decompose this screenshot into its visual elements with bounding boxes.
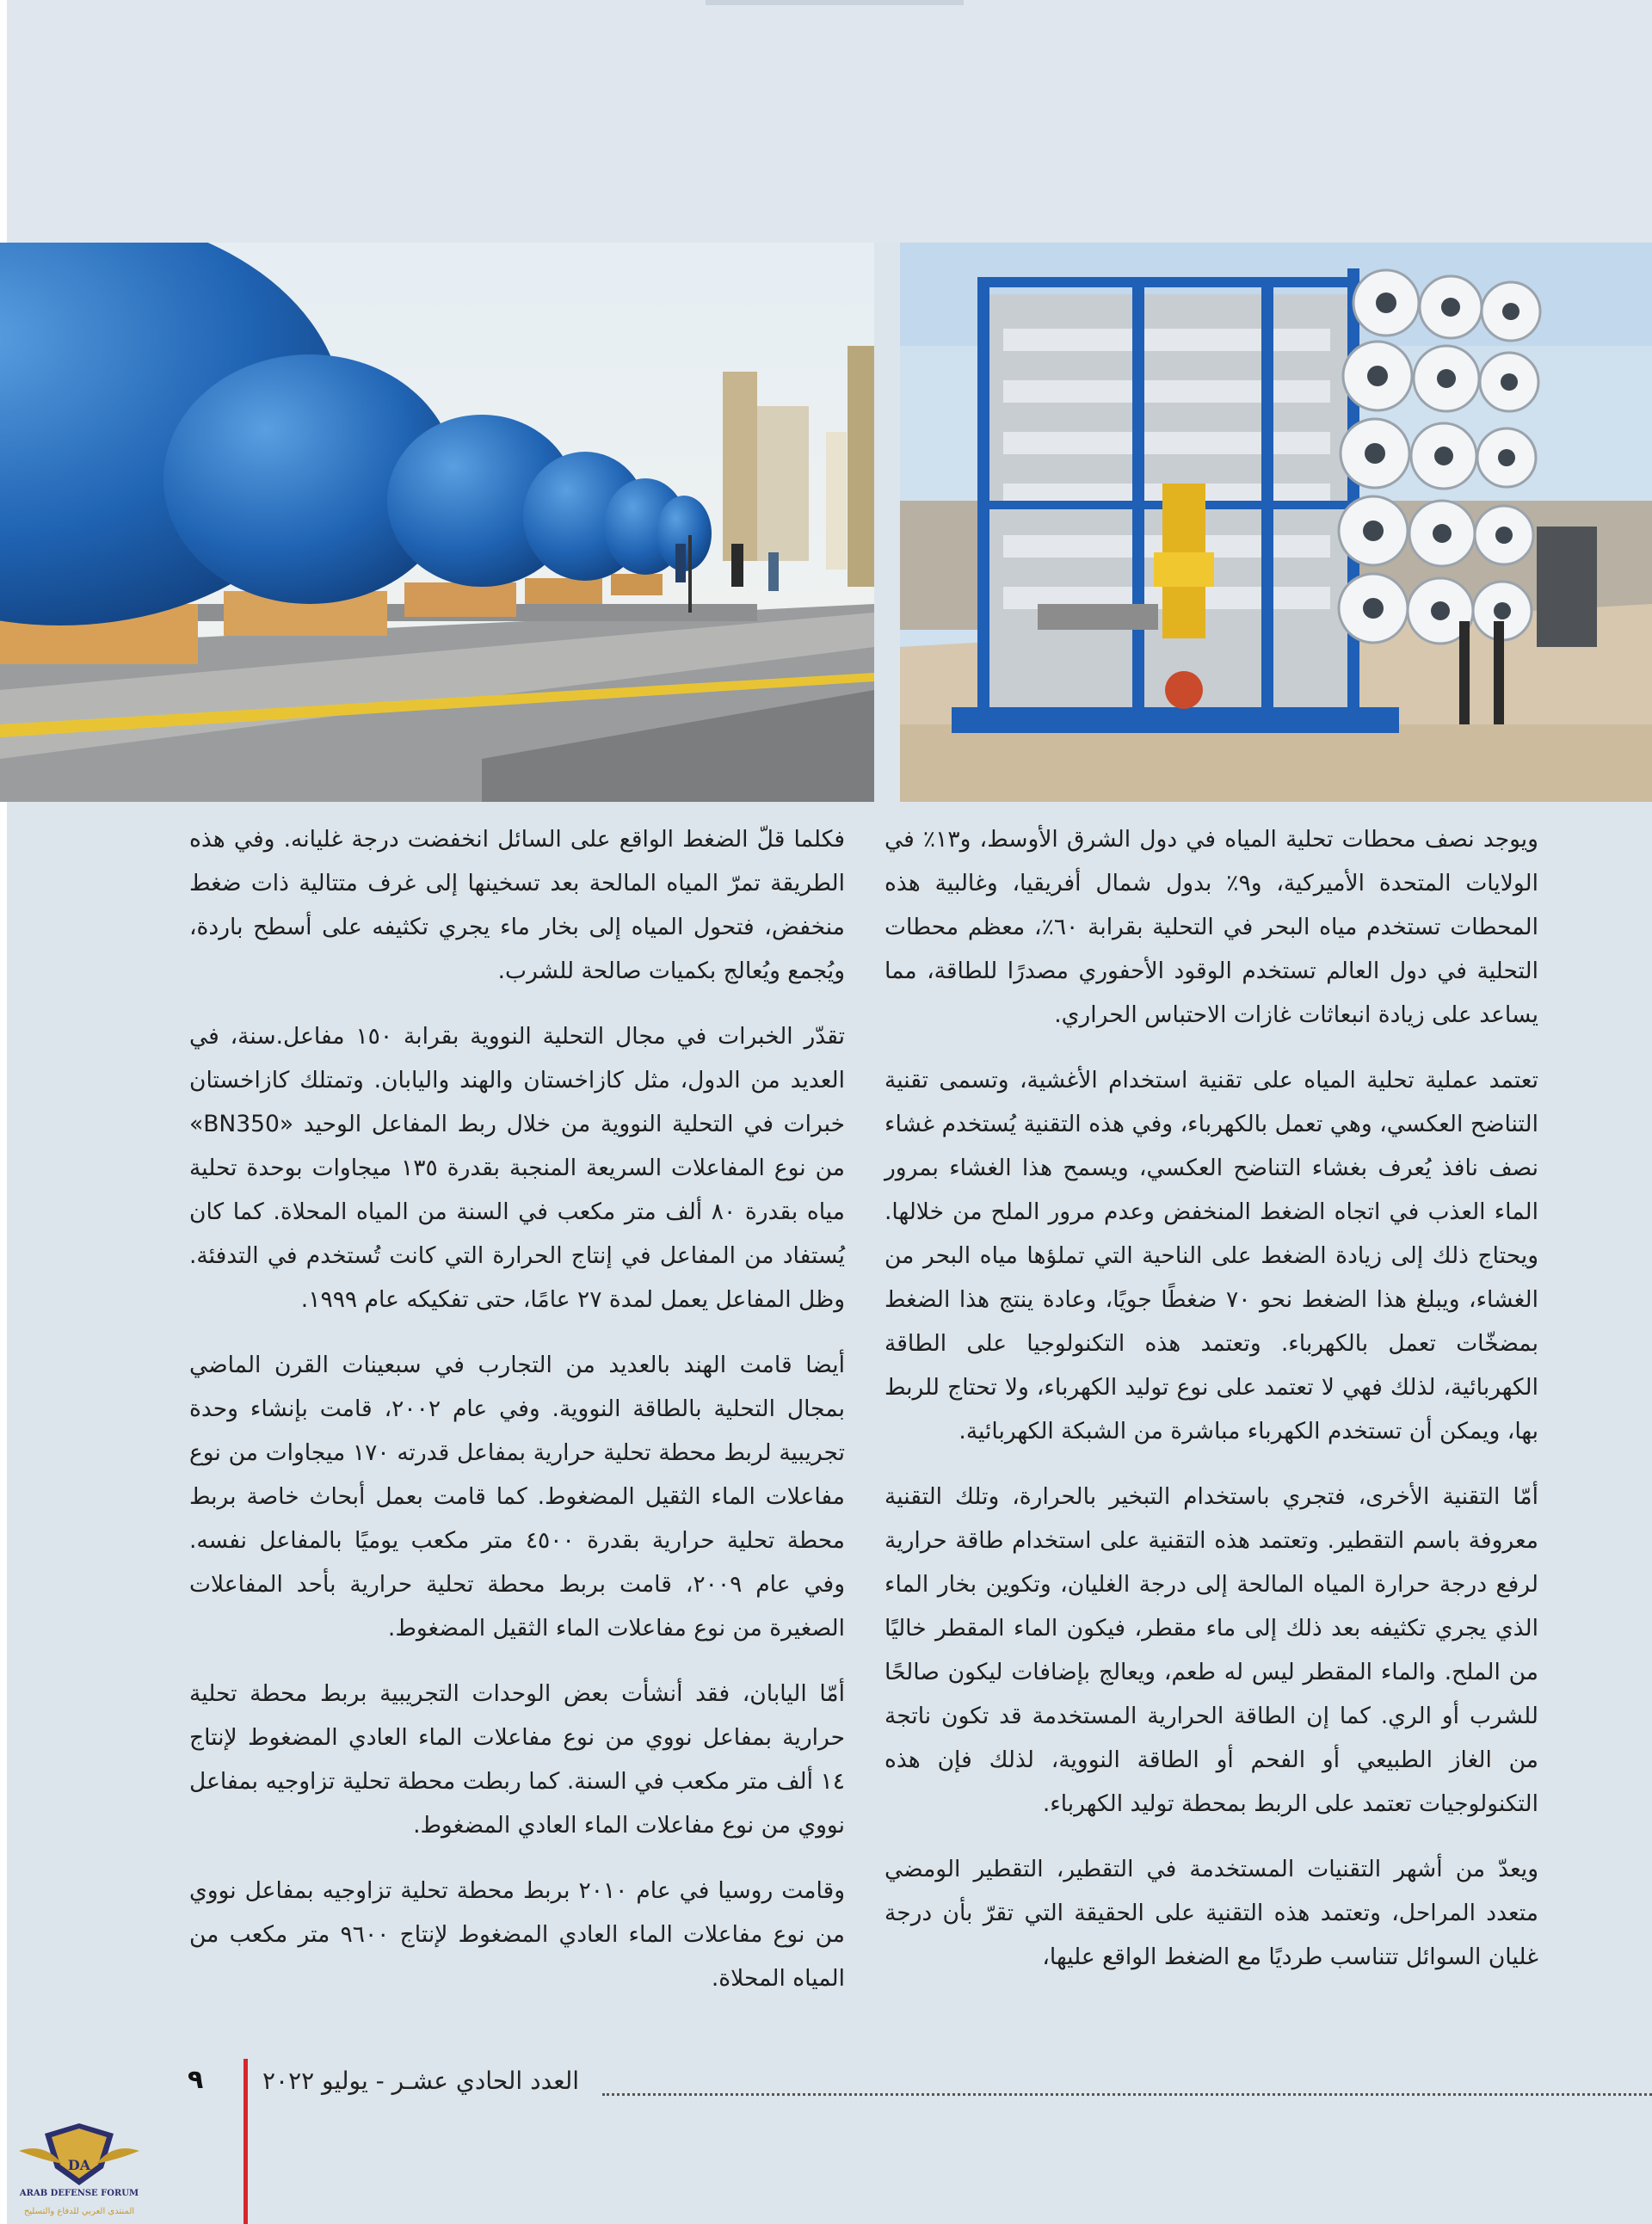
article-column-left: [189, 817, 845, 2022]
footer-issue-label: العدد الحادي عشـر - يوليو ٢٠٢٢: [262, 2067, 580, 2095]
page-number: ٩: [188, 2065, 204, 2095]
paragraph: ويوجد نصف محطات تحلية المياه في دول الشرق الأوسط، و١٣٪ في الولايات المتحدة الأميركية، و٩٪ بدول شمال أفريقيا، وغالبية هذه المحطات تستخدم مياه البحر في التحلية بقرابة ٦٠٪، معظم محطات التحلية في دول العالم تستخدم الوقود الأحفوري مصدرًا للطاقة، مما يساعد على زيادة انبعاثات غازات الاحتباس الحراري.: [885, 826, 1538, 1028]
paragraph: أمّا التقنية الأخرى، فتجري باستخدام التبخير بالحرارة، وتلك التقنية معروفة باسم التقطير. وتعتمد هذه التقنية على استخدام طاقة حرارية لرفع درجة حرارة المياه المالحة إلى درجة الغليان، وتكوين بخار الماء الذي يجري تكثيفه بعد ذلك إلى ماء مقطر، فيكون الماء المقطر خاليًا من الملح. والماء المقطر ليس له طعم، ويعالج بإضافات ليكون صالحًا للشرب أو الري. كما إن الطاقة الحرارية المستخدمة قد تكون ناتجة من الغاز الطبيعي أو الفحم أو الطاقة النووية، لذلك فإن هذه التكنولوجيات تعتمد على الربط بمحطة توليد الكهرباء.: [885, 1483, 1538, 1817]
photo-reverse-osmosis-unit: [900, 243, 1652, 802]
logo-mark: DA: [67, 2157, 91, 2173]
article-column-right: [885, 817, 1538, 2000]
logo-subtitle: المنتدى العربي للدفاع والتسليح: [23, 2207, 135, 2216]
paragraph: تعتمد عملية تحلية المياه على تقنية استخدام الأغشية، وتسمى تقنية التناضح العكسي، وهي تعمل بالكهرباء، وفي هذه التقنية يُستخدم غشاء نصف نافذ يُعرف بغشاء التناضح العكسي، ويسمح هذا الغشاء بمرور الماء العذب في اتجاه الضغط المنخفض وعدم مرور الملح من خلالها. ويحتاج ذلك إلى زيادة الضغط على الناحية التي تملؤها مياه البحر من الغشاء، ويبلغ هذا الضغط نحو ٧٠ ضغطًا جويًا، وعادة ينتج هذا الضغط بمضخّات تعمل بالكهرباء. وتعتمد هذه التكنولوجيا على الطاقة الكهربائية، لذلك فهي لا تعتمد على نوع توليد الكهرباء، ولا تحتاج للربط بها، ويمكن أن تستخدم الكهرباء مباشرة من الشبكة الكهربائية.: [885, 1067, 1538, 1445]
footer-dotted-rule: [602, 2093, 1652, 2096]
paragraph: ويعدّ من أشهر التقنيات المستخدمة في التقطير، التقطير الومضي متعدد المراحل، وتعتمد هذه التقنية على الحقيقة التي تقرّ بأن درجة غليان السوائل تتناسب طرديًا مع الضغط الواقع عليها،: [885, 1856, 1538, 1970]
paragraph: فكلما قلّ الضغط الواقع على السائل انخفضت درجة غليانه. وفي هذه الطريقة تمرّ المياه المالحة بعد تسخينها إلى غرف متتالية ذات ضغط منخفض، فتحول المياه إلى بخار ماء يجري تكثيفه على أسطح باردة، ويُجمع ويُعالج بكميات صالحة للشرب.: [189, 826, 845, 984]
page-top-tab: [706, 0, 964, 5]
paragraph: وقامت روسيا في عام ٢٠١٠ بربط محطة تحلية تزاوجيه بمفاعل نووي من نوع مفاعلات الماء العادي المضغوط لإنتاج ٩٦٠٠ متر مكعب من المياه المحلاة.: [189, 1877, 845, 1992]
arab-defense-forum-logo: [10, 2116, 148, 2221]
top-margin: [0, 0, 1652, 243]
photo-desalination-tanks: [0, 243, 874, 802]
footer-red-divider: [243, 2059, 248, 2224]
paragraph: أمّا اليابان، فقد أنشأت بعض الوحدات التجريبية بربط محطة تحلية حرارية بمفاعل نووي من نوع مفاعلات الماء العادي المضغوط لإنتاج ١٤ ألف متر مكعب في السنة. كما ربطت محطة تحلية تزاوجيه بمفاعل نووي من نوع مفاعلات الماء العادي المضغوط.: [189, 1680, 845, 1839]
logo-title: ARAB DEFENSE FORUM: [19, 2189, 139, 2198]
paragraph: تقدّر الخبرات في مجال التحلية النووية بقرابة ١٥٠ مفاعل.سنة، في العديد من الدول، مثل كازاخستان والهند واليابان. وتمتلك كازاخستان خبرات في التحلية النووية من خلال ربط المفاعل الوحيد «BN350» من نوع المفاعلات السريعة المنجبة بقدرة ١٣٥ ميجاوات بوحدة تحلية مياه بقدرة ٨٠ ألف متر مكعب في السنة من المياه المحلاة. كما كان يُستفاد من المفاعل في إنتاج الحرارة التي كانت تُستخدم في التدفئة. وظل المفاعل يعمل لمدة ٢٧ عامًا، حتى تفكيكه عام ١٩٩٩.: [189, 1023, 845, 1313]
paragraph: أيضا قامت الهند بالعديد من التجارب في سبعينات القرن الماضي بمجال التحلية بالطاقة النووية. وفي عام ٢٠٠٢، قامت بإنشاء وحدة تجريبية لربط محطة تحلية حرارية بمفاعل قدرته ١٧٠ ميجاوات من نوع مفاعلات الماء الثقيل المضغوط. كما قامت بعمل أبحاث خاصة بربط محطة تحلية حرارية بقدرة ٤٥٠٠ متر مكعب يوميًا بالمفاعل نفسه. وفي عام ٢٠٠٩، قامت بربط محطة تحلية حرارية بأحد المفاعلات الصغيرة من نوع مفاعلات الماء الثقيل المضغوط.: [189, 1352, 845, 1642]
